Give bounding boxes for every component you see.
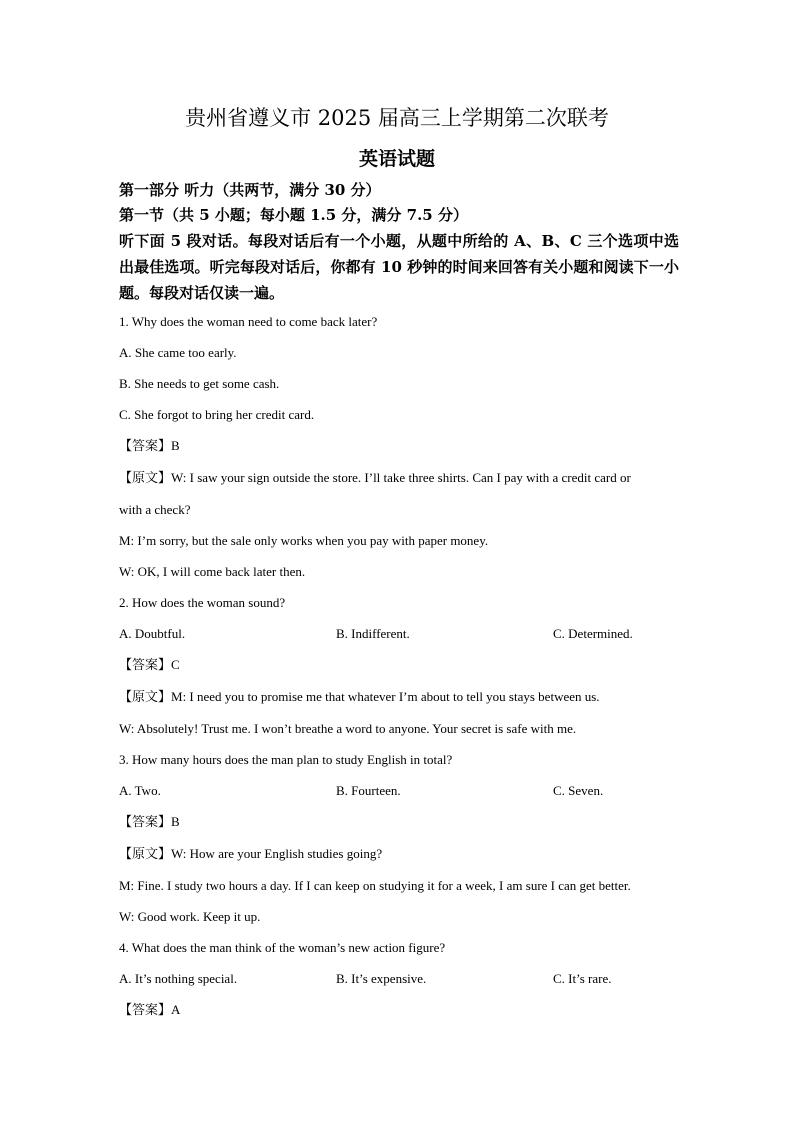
part-heading: 第一部分 听力（共两节，满分 30 分） <box>119 181 381 199</box>
question-2-option-b: B. Indifferent. <box>336 626 410 641</box>
question-3-options <box>119 775 679 806</box>
question-3-transcript-line-3: W: Good work. Keep it up. <box>119 909 261 924</box>
question-4-answer <box>119 994 679 1026</box>
question-3-transcript-line-2: M: Fine. I study two hours a day. If I can keep on studying it for a week, I am sure I can get better. <box>119 878 631 893</box>
transcript-label: 【原文】 <box>119 471 172 486</box>
subsection-heading: 第一节（共 5 小题；每小题 1.5 分，满分 7.5 分） <box>119 206 468 224</box>
page-title: 贵州省遵义市 2025 届高三上学期第二次联考 <box>185 106 609 130</box>
question-1-transcript-line-4: W: OK, I will come back later then. <box>119 564 306 579</box>
transcript-text: W: How are your English studies going? <box>171 846 383 861</box>
question-2-option-c: C. Determined. <box>553 626 633 641</box>
question-3-transcript-line-1 <box>119 838 679 870</box>
page-subtitle: 英语试题 <box>358 148 435 170</box>
question-3-option-a: A. Two. <box>119 783 161 798</box>
question-4-option-a: A. It’s nothing special. <box>119 971 238 986</box>
question-1-option-a: A. She came too early. <box>119 345 237 360</box>
question-3-answer <box>119 806 679 838</box>
answer-label: 【答案】 <box>119 658 172 673</box>
answer-value: B <box>171 438 180 453</box>
answer-label: 【答案】 <box>119 1003 172 1018</box>
question-4-options <box>119 963 679 994</box>
document-content <box>119 178 679 1026</box>
question-2-transcript-line-1 <box>119 681 679 713</box>
question-3-stem: 3. How many hours does the man plan to study English in total? <box>119 752 453 767</box>
transcript-label: 【原文】 <box>119 847 172 862</box>
question-3-option-b: B. Fourteen. <box>336 783 401 798</box>
transcript-text: M: I need you to promise me that whatever I’m about to tell you stays between us. <box>171 689 600 704</box>
question-4-option-c: C. It’s rare. <box>553 971 612 986</box>
answer-label: 【答案】 <box>119 815 172 830</box>
question-3-option-c: C. Seven. <box>553 783 604 798</box>
question-2-option-a: A. Doubtful. <box>119 626 186 641</box>
answer-value: A <box>171 1002 181 1017</box>
question-4-stem: 4. What does the man think of the woman’s new action figure? <box>119 940 446 955</box>
instructions: 听下面 5 段对话。每段对话后有一个小题，从题中所给的 A、B、C 三个选项中选出最佳选项。听完每段对话后，你都有 10 秒钟的时间来回答有关小题和阅读下一小题。每段对话仅读一遍。 <box>119 232 679 302</box>
transcript-label: 【原文】 <box>119 690 172 705</box>
question-1-option-c: C. She forgot to bring her credit card. <box>119 407 315 422</box>
question-1-option-b: B. She needs to get some cash. <box>119 376 280 391</box>
question-4-option-b: B. It’s expensive. <box>336 971 427 986</box>
question-1-transcript-line-1 <box>119 462 679 494</box>
transcript-text: W: I saw your sign outside the store. I’ll take three shirts. Can I pay with a credit card or <box>171 470 631 485</box>
question-2-answer <box>119 649 679 681</box>
answer-label: 【答案】 <box>119 439 172 454</box>
question-1-answer <box>119 430 679 462</box>
answer-value: C <box>171 657 180 672</box>
question-1-transcript-line-3: M: I’m sorry, but the sale only works when you pay with paper money. <box>119 533 489 548</box>
question-2-transcript-line-2: W: Absolutely! Trust me. I won’t breathe a word to anyone. Your secret is safe with me. <box>119 721 577 736</box>
question-1-transcript-line-2: with a check? <box>119 502 191 517</box>
question-2-options <box>119 618 679 649</box>
question-2-stem: 2. How does the woman sound? <box>119 595 286 610</box>
answer-value: B <box>171 814 180 829</box>
question-1-stem: 1. Why does the woman need to come back later? <box>119 314 378 329</box>
